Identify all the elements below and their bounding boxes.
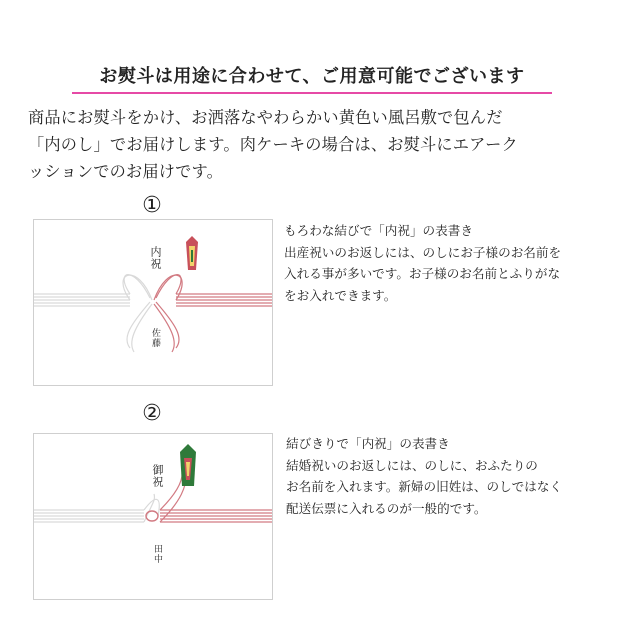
option-description bbox=[284, 220, 614, 306]
intro-line: 「内のし」でお届けします。肉ケーキの場合は、お熨斗にエアーク bbox=[28, 135, 518, 154]
option-number: ① bbox=[142, 193, 162, 218]
card-top-text: 内祝 bbox=[149, 246, 162, 270]
card-name-text: 佐藤 bbox=[150, 328, 160, 348]
noshi-card-morowana bbox=[33, 219, 273, 386]
mizuhiki-musubikiri-illustration bbox=[34, 434, 272, 599]
card-top-text: 御祝 bbox=[151, 464, 164, 488]
desc-line: 入れる事が多いです。お子様のお名前とふりがな bbox=[284, 266, 561, 281]
desc-line: 結びきりで「内祝」の表書き bbox=[286, 436, 450, 451]
option-number: ② bbox=[142, 401, 162, 426]
mizuhiki-morowana-illustration bbox=[34, 220, 272, 385]
noshi-card-musubikiri bbox=[33, 433, 273, 600]
card-name-text: 田中 bbox=[152, 544, 162, 564]
intro-line: ッションでのお届けです。 bbox=[28, 162, 224, 181]
desc-line: お名前を入れます。新婦の旧姓は、のしではなく bbox=[286, 479, 563, 494]
desc-line: 出産祝いのお返しには、のしにお子様のお名前を bbox=[284, 244, 562, 260]
desc-line: もろわな結びで「内祝」の表書き bbox=[284, 223, 473, 238]
intro-text bbox=[28, 104, 618, 185]
desc-line: 結婚祝いのお返しには、のしに、おふたりの bbox=[286, 457, 538, 473]
section-heading: お熨斗は用途に合わせて、ご用意可能でございます bbox=[72, 62, 552, 94]
option-description bbox=[286, 433, 616, 519]
intro-line: 商品にお熨斗をかけ、お洒落なやわらかい黄色い風呂敷で包んだ bbox=[28, 108, 503, 127]
desc-line: をお入れできます。 bbox=[284, 287, 397, 303]
desc-line: 配送伝票に入れるのが一般的です。 bbox=[286, 500, 487, 516]
